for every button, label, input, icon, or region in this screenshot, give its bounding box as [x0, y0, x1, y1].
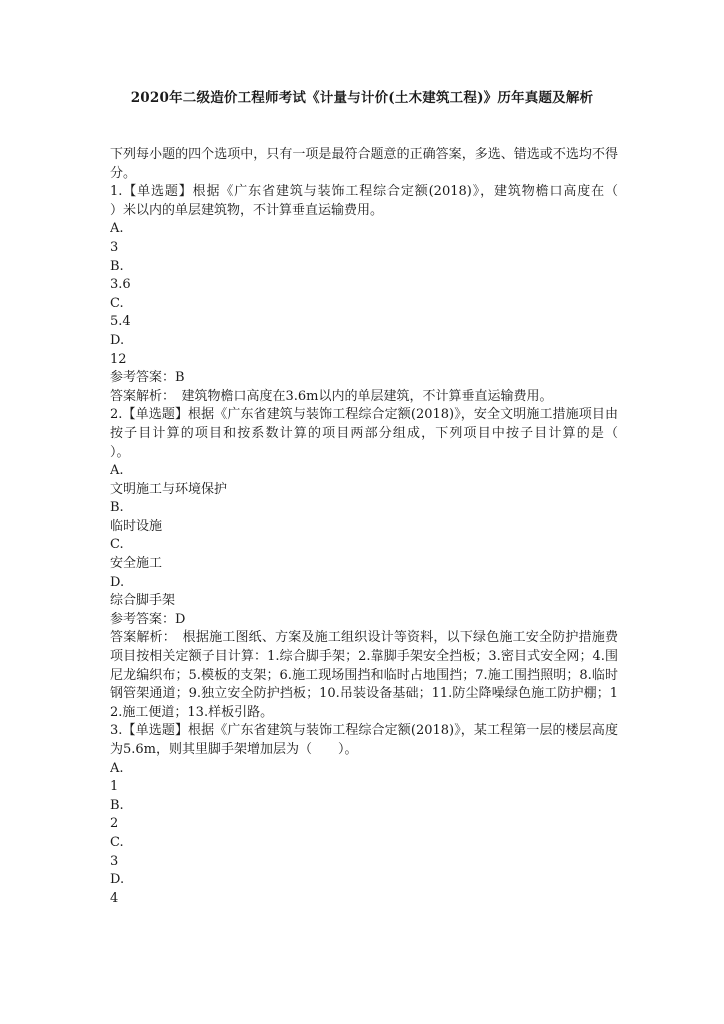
option-text: 5.4	[110, 314, 131, 330]
answer-explanation: 答案解析： 根据施工图纸、方案及施工组织设计等资料，以下绿色施工安全防护措施费项目按相关定额子目计算：1.综合脚手架；2.靠脚手架安全挡板；3.密目式安全网；4.围尼龙编织布；5.模板的支架；6.施工现场围挡和临时占地围挡；7.施工围挡照明；8.临时钢管架通道；9.独立安全防护挡板；10.吊装设备基础；11.防尘降噪绿色施工防护棚；12.施工便道；13.样板引路。	[110, 630, 618, 720]
option-label: D.	[110, 872, 125, 888]
reference-answer: 参考答案：D	[110, 611, 186, 627]
option-text: 3	[110, 239, 119, 255]
option-label: B.	[110, 258, 124, 274]
option-text: 文明施工与环境保护	[110, 481, 228, 497]
option-text: 综合脚手架	[110, 593, 176, 609]
option-label: D.	[110, 332, 125, 348]
question-1	[110, 183, 645, 406]
document-title: 2020年二级造价工程师考试《计量与计价(土木建筑工程)》历年真题及解析	[130, 90, 594, 106]
option-label: D.	[110, 574, 125, 590]
option-label: C.	[110, 295, 124, 311]
reference-answer: 参考答案：B	[110, 370, 185, 386]
option-text: 1	[110, 779, 119, 795]
instructions-text: 下列每小题的四个选项中，只有一项是最符合题意的正确答案，多选、错选或不选均不得分。	[110, 147, 618, 181]
option-label: A.	[110, 760, 124, 776]
option-label: C.	[110, 537, 124, 553]
option-label: B.	[110, 500, 124, 516]
option-label: C.	[110, 834, 124, 850]
option-text: 安全施工	[110, 556, 163, 572]
option-text: 临时设施	[110, 518, 163, 534]
question-stem: 1.【单选题】根据《广东省建筑与装饰工程综合定额(2018)》，建筑物檐口高度在（ ）米以内的单层建筑物，不计算垂直运输费用。	[110, 184, 645, 218]
question-stem: 3.【单选题】根据《广东省建筑与装饰工程综合定额(2018)》，某工程第一层的楼层高度为5.6m，则其里脚手架增加层为（ ）。	[110, 723, 618, 757]
option-label: A.	[110, 221, 124, 237]
answer-explanation: 答案解析： 建筑物檐口高度在3.6m以内的单层建筑，不计算垂直运输费用。	[110, 388, 553, 404]
option-label: A.	[110, 463, 124, 479]
question-3	[110, 722, 618, 908]
option-label: B.	[110, 797, 124, 813]
option-text: 2	[110, 816, 119, 832]
document-body	[110, 146, 645, 908]
question-2	[110, 406, 645, 722]
question-stem: 2.【单选题】根据《广东省建筑与装饰工程综合定额(2018)》，安全文明施工措施项目由按子目计算的项目和按系数计算的项目两部分组成，下列项目中按子目计算的是（ ）。	[110, 407, 645, 460]
option-text: 3.6	[110, 277, 131, 293]
option-text: 3	[110, 853, 119, 869]
option-text: 12	[110, 351, 127, 367]
option-text: 4	[110, 890, 119, 906]
